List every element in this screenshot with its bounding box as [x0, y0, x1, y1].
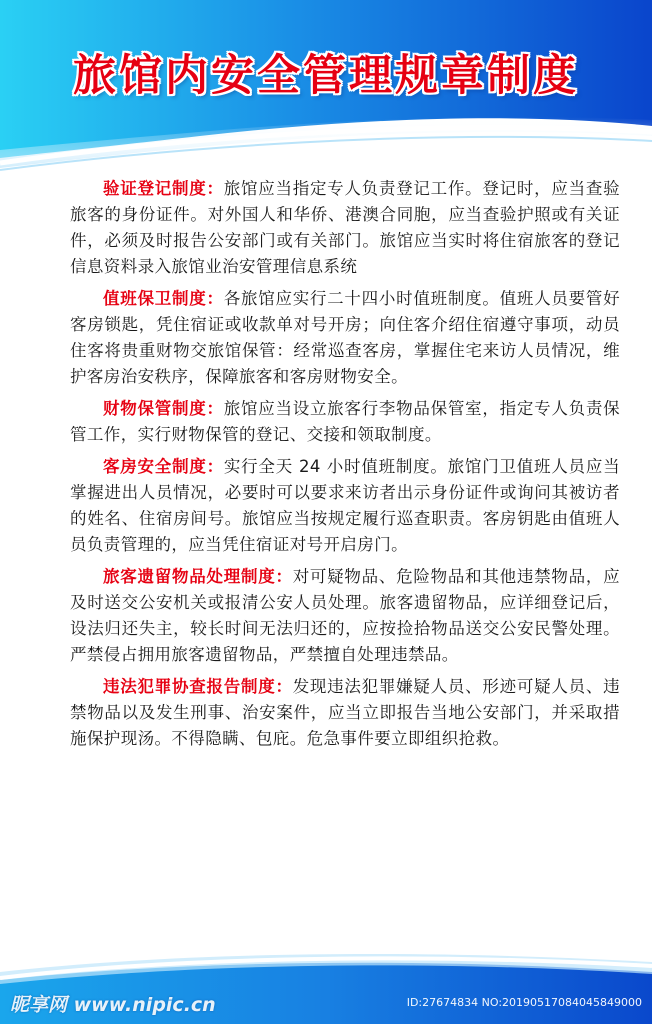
watermark-id: ID:27674834 NO:20190517084045849000 [406, 996, 642, 1009]
section-body: 旅馆应当指定专人负责登记工作。登记时，应当查验旅客的身份证件。对外国人和华侨、港澳合同胞，应当查验护照或有关证件，必须及时报告公安部门或有关部门。旅馆应当实时将住宿旅客的登记信息资料录入旅馆业治安管理信息系统 [70, 179, 620, 276]
section-registration [70, 176, 620, 280]
section-room-safety [70, 454, 620, 558]
section-body: 旅馆应当设立旅客行李物品保管室，指定专人负责保管工作，实行财物保管的登记、交接和领取制度。 [70, 399, 620, 444]
watermark-logo: 昵享网 www.nipic.cn [10, 994, 216, 1016]
section-body: 发现违法犯罪嫌疑人员、形迹可疑人员、违禁物品以及发生刑事、治安案件，应当立即报告当地公安部门，并采取措施保护现汤。不得隐瞒、包庇。危急事件要立即组织抢救。 [70, 677, 620, 748]
section-lost-items [70, 564, 620, 668]
section-body: 对可疑物品、危险物品和其他违禁物品，应及时送交公安机关或报清公安人员处理。旅客遗留物品，应详细登记后，设法归还失主，较长时间无法归还的，应按捡拾物品送交公安民警处理。严禁侵占拥用旅客遗留物品，严禁擅自处理违禁品。 [70, 567, 620, 664]
section-heading: 值班保卫制度： [103, 289, 224, 308]
section-heading: 违法犯罪协查报告制度： [103, 677, 293, 696]
section-body: 各旅馆应实行二十四小时值班制度。值班人员要管好客房锁匙，凭住宿证或收款单对号开房；向住客介绍住宿遵守事项，动员住客将贵重财物交旅馆保管：经常巡查客房，掌握住宅来访人员情况，维护客房治安秩序，保障旅客和客房财物安全。 [70, 289, 620, 386]
section-body: 实行全天 24 小时值班制度。旅馆门卫值班人员应当掌握进出人员情况，必要时可以要求来访者出示身份证件或询问其被访者的姓名、住宿房间号。旅馆应当按规定履行巡查职责。客房钥匙由值班人员负责管理的，应当凭住宿证对号开启房门。 [70, 457, 620, 554]
section-heading: 财物保管制度： [103, 399, 224, 418]
section-crime-report [70, 674, 620, 752]
section-heading: 客房安全制度： [103, 457, 224, 476]
section-heading: 旅客遗留物品处理制度： [103, 567, 293, 586]
page-title: 旅馆内安全管理规章制度 [73, 51, 579, 101]
section-duty-guard [70, 286, 620, 390]
section-heading: 验证登记制度： [103, 179, 224, 198]
section-property-custody [70, 396, 620, 448]
rules-content [70, 176, 620, 758]
